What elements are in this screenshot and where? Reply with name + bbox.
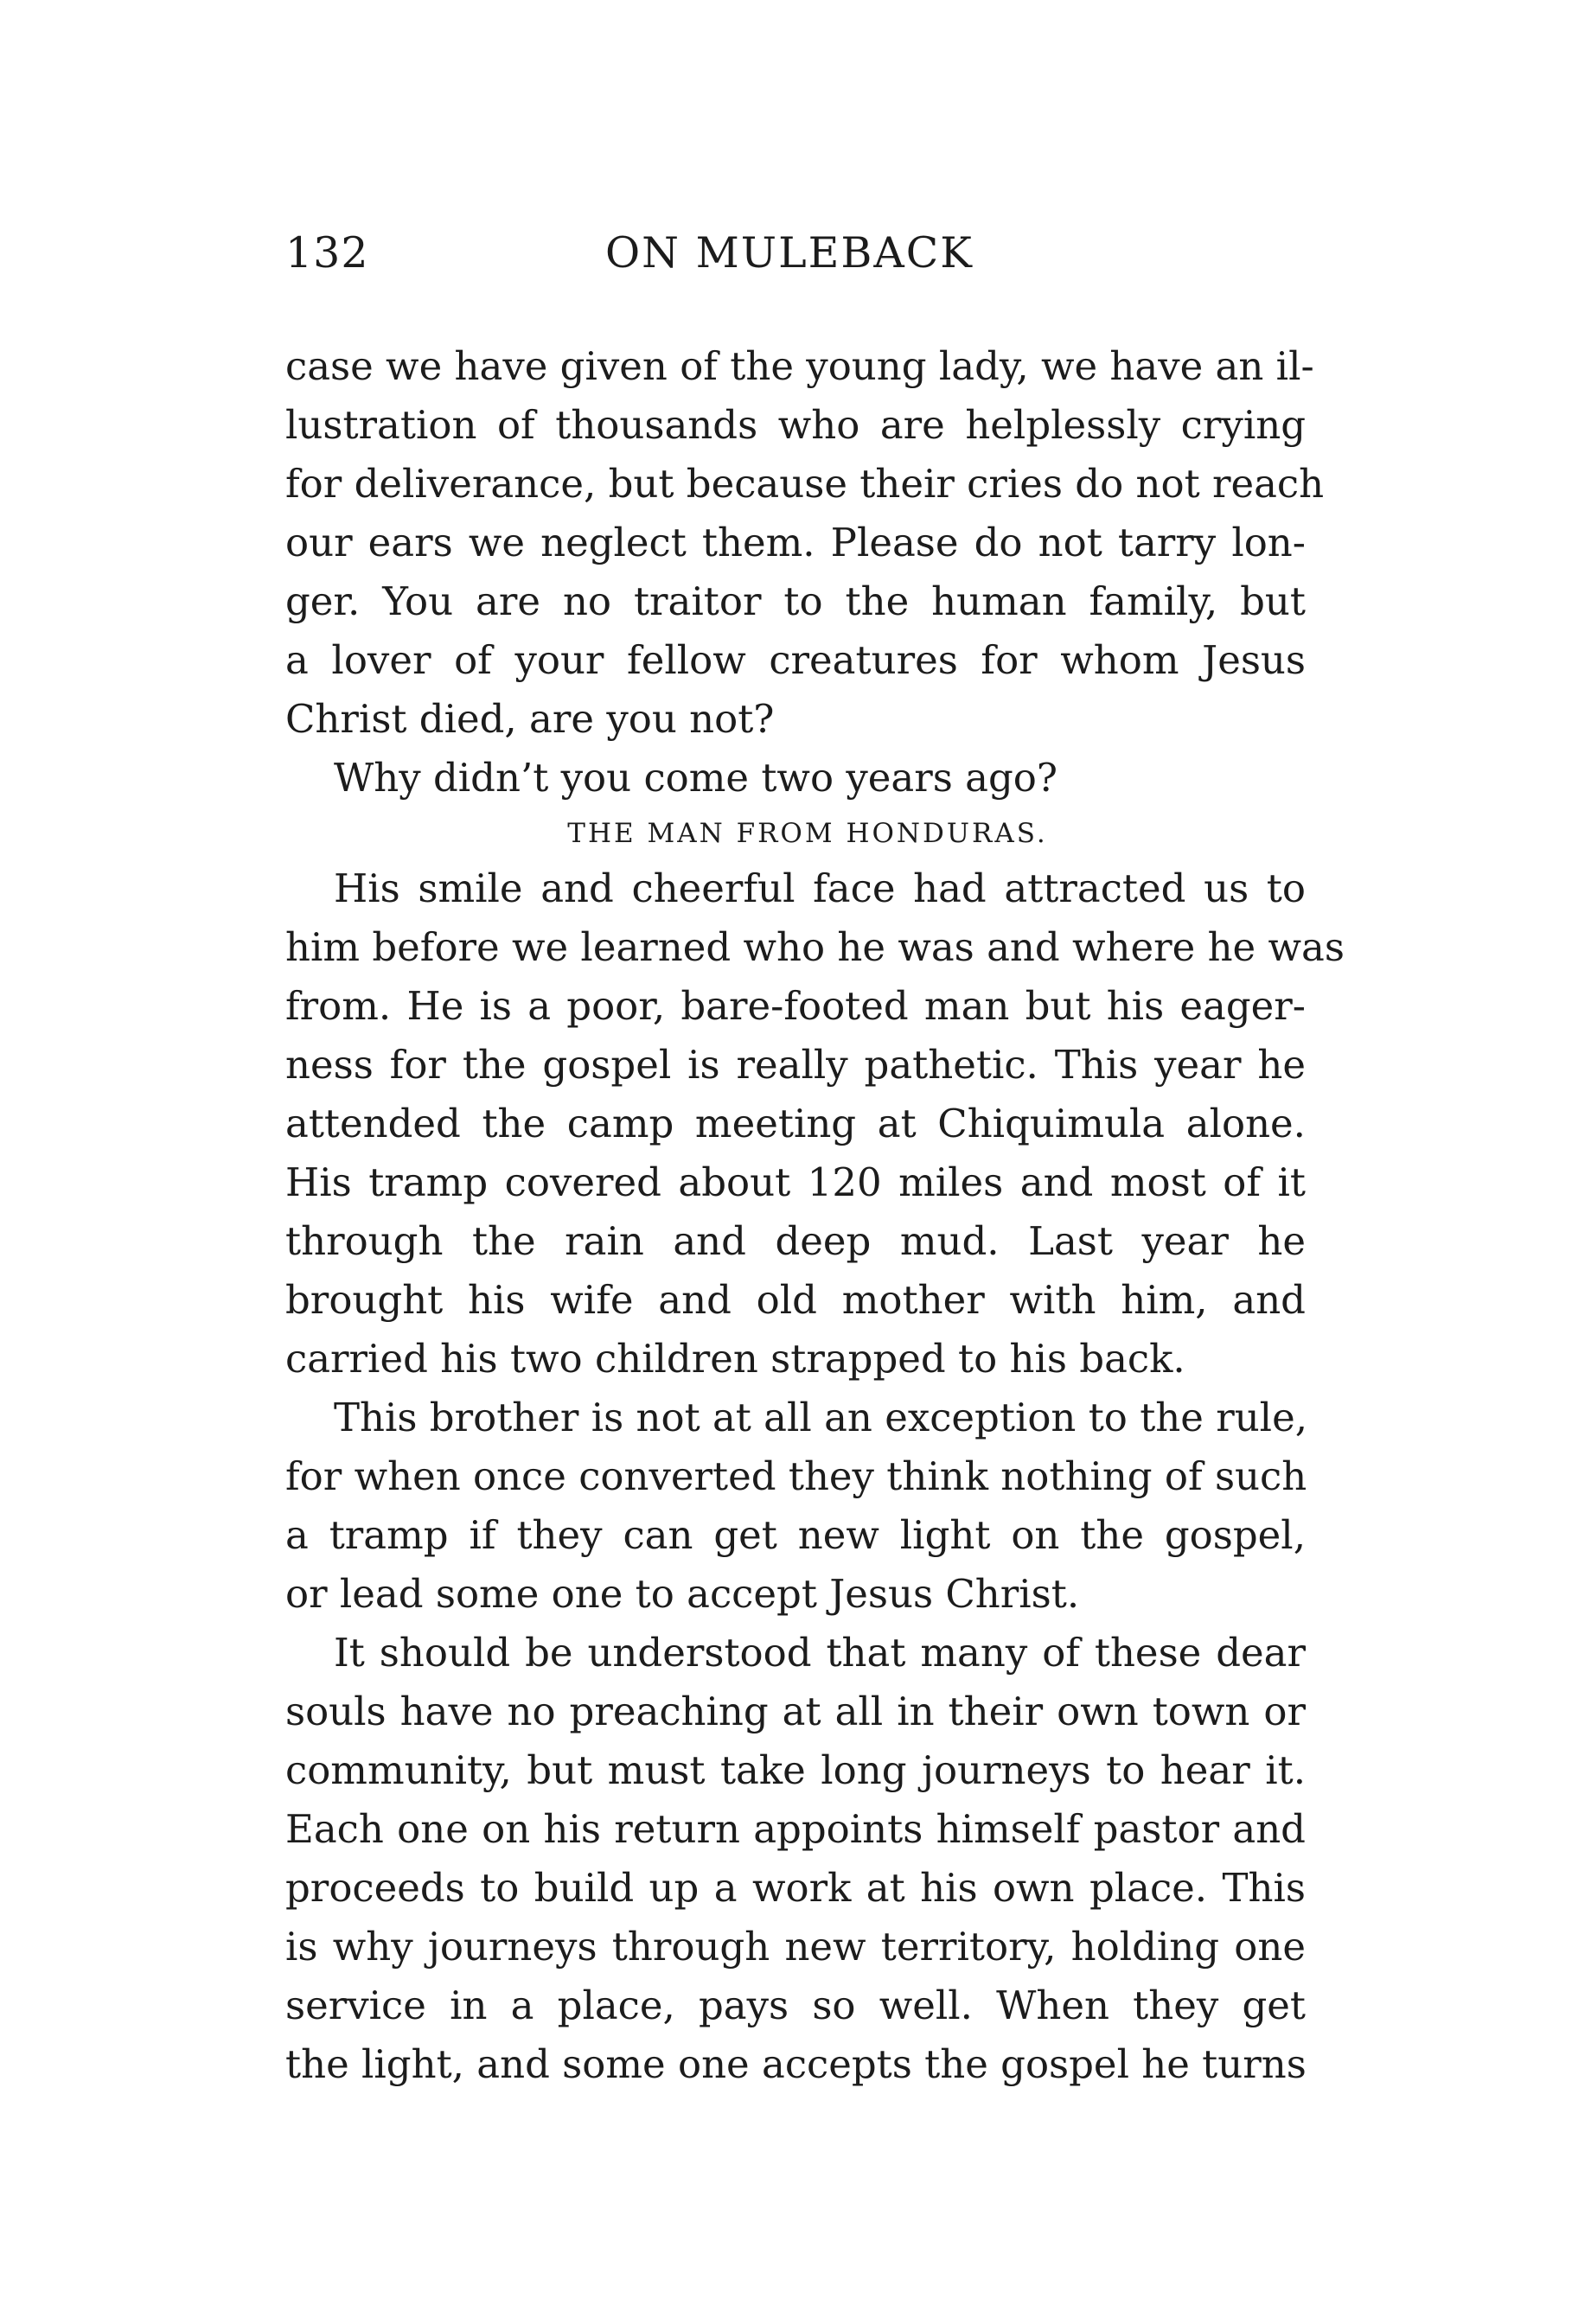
text-line: for deliverance, but because their cries do not reach <box>285 461 1325 507</box>
text-line: carried his two children strapped to his back. <box>285 1336 1185 1382</box>
text-line: community, but must take long journeys to hear it. <box>285 1747 1306 1793</box>
text-line: is why journeys through new territory, holding one <box>285 1924 1306 1970</box>
text-line: Why didn’t you come two years ago? <box>334 755 1057 801</box>
book-title: ON MULEBACK <box>605 228 974 278</box>
section-heading: THE MAN FROM HONDURAS. <box>567 818 1048 849</box>
text-line: ger. You are no traitor to the human family, but <box>285 578 1306 624</box>
paragraph-1 <box>285 337 1325 749</box>
text-line: him before we learned who he was and where he was <box>285 924 1345 970</box>
text-line: Christ died, are you not? <box>285 696 775 742</box>
body-text <box>285 337 1345 2094</box>
text-line: the light, and some one accepts the gospel he turns <box>285 2041 1307 2087</box>
text-line: proceeds to build up a work at his own place. This <box>285 1865 1306 1911</box>
text-line: His tramp covered about 120 miles and most of it <box>285 1159 1306 1205</box>
text-line: brought his wife and old mother with him, and <box>285 1277 1306 1323</box>
text-line: our ears we neglect them. Please do not tarry lon- <box>285 520 1306 565</box>
text-line: It should be understood that many of these dear <box>334 1630 1306 1676</box>
text-line: case we have given of the young lady, we have an il- <box>285 343 1314 389</box>
text-line: Each one on his return appoints himself pastor and <box>285 1806 1306 1852</box>
text-line: a tramp if they can get new light on the gospel, <box>285 1512 1306 1558</box>
text-line: service in a place, pays so well. When they get <box>285 1982 1306 2028</box>
text-line: lustration of thousands who are helplessly crying <box>285 402 1306 448</box>
text-line: souls have no preaching at all in their own town or <box>285 1689 1306 1734</box>
paragraph-5 <box>285 1624 1306 2094</box>
text-line: attended the camp meeting at Chiquimula alone. <box>285 1101 1306 1146</box>
text-line: This brother is not at all an exception to the rule, <box>334 1395 1308 1440</box>
text-line: His smile and cheerful face had attracted us to <box>334 865 1306 911</box>
text-line: from. He is a poor, bare-footed man but his eager- <box>285 983 1306 1029</box>
text-line: for when once converted they think nothing of such <box>285 1453 1307 1499</box>
text-line: a lover of your fellow creatures for whom Jesus <box>285 637 1306 683</box>
paragraph-4 <box>285 1389 1306 1624</box>
text-line: or lead some one to accept Jesus Christ. <box>285 1571 1080 1617</box>
page-number: 132 <box>285 228 369 278</box>
paragraph-3 <box>285 859 1345 1389</box>
running-head <box>285 223 1306 284</box>
paragraph-2 <box>285 749 1306 808</box>
text-line: through the rain and deep mud. Last year he <box>285 1218 1306 1264</box>
text-line: ness for the gospel is really pathetic. This year he <box>285 1042 1306 1088</box>
